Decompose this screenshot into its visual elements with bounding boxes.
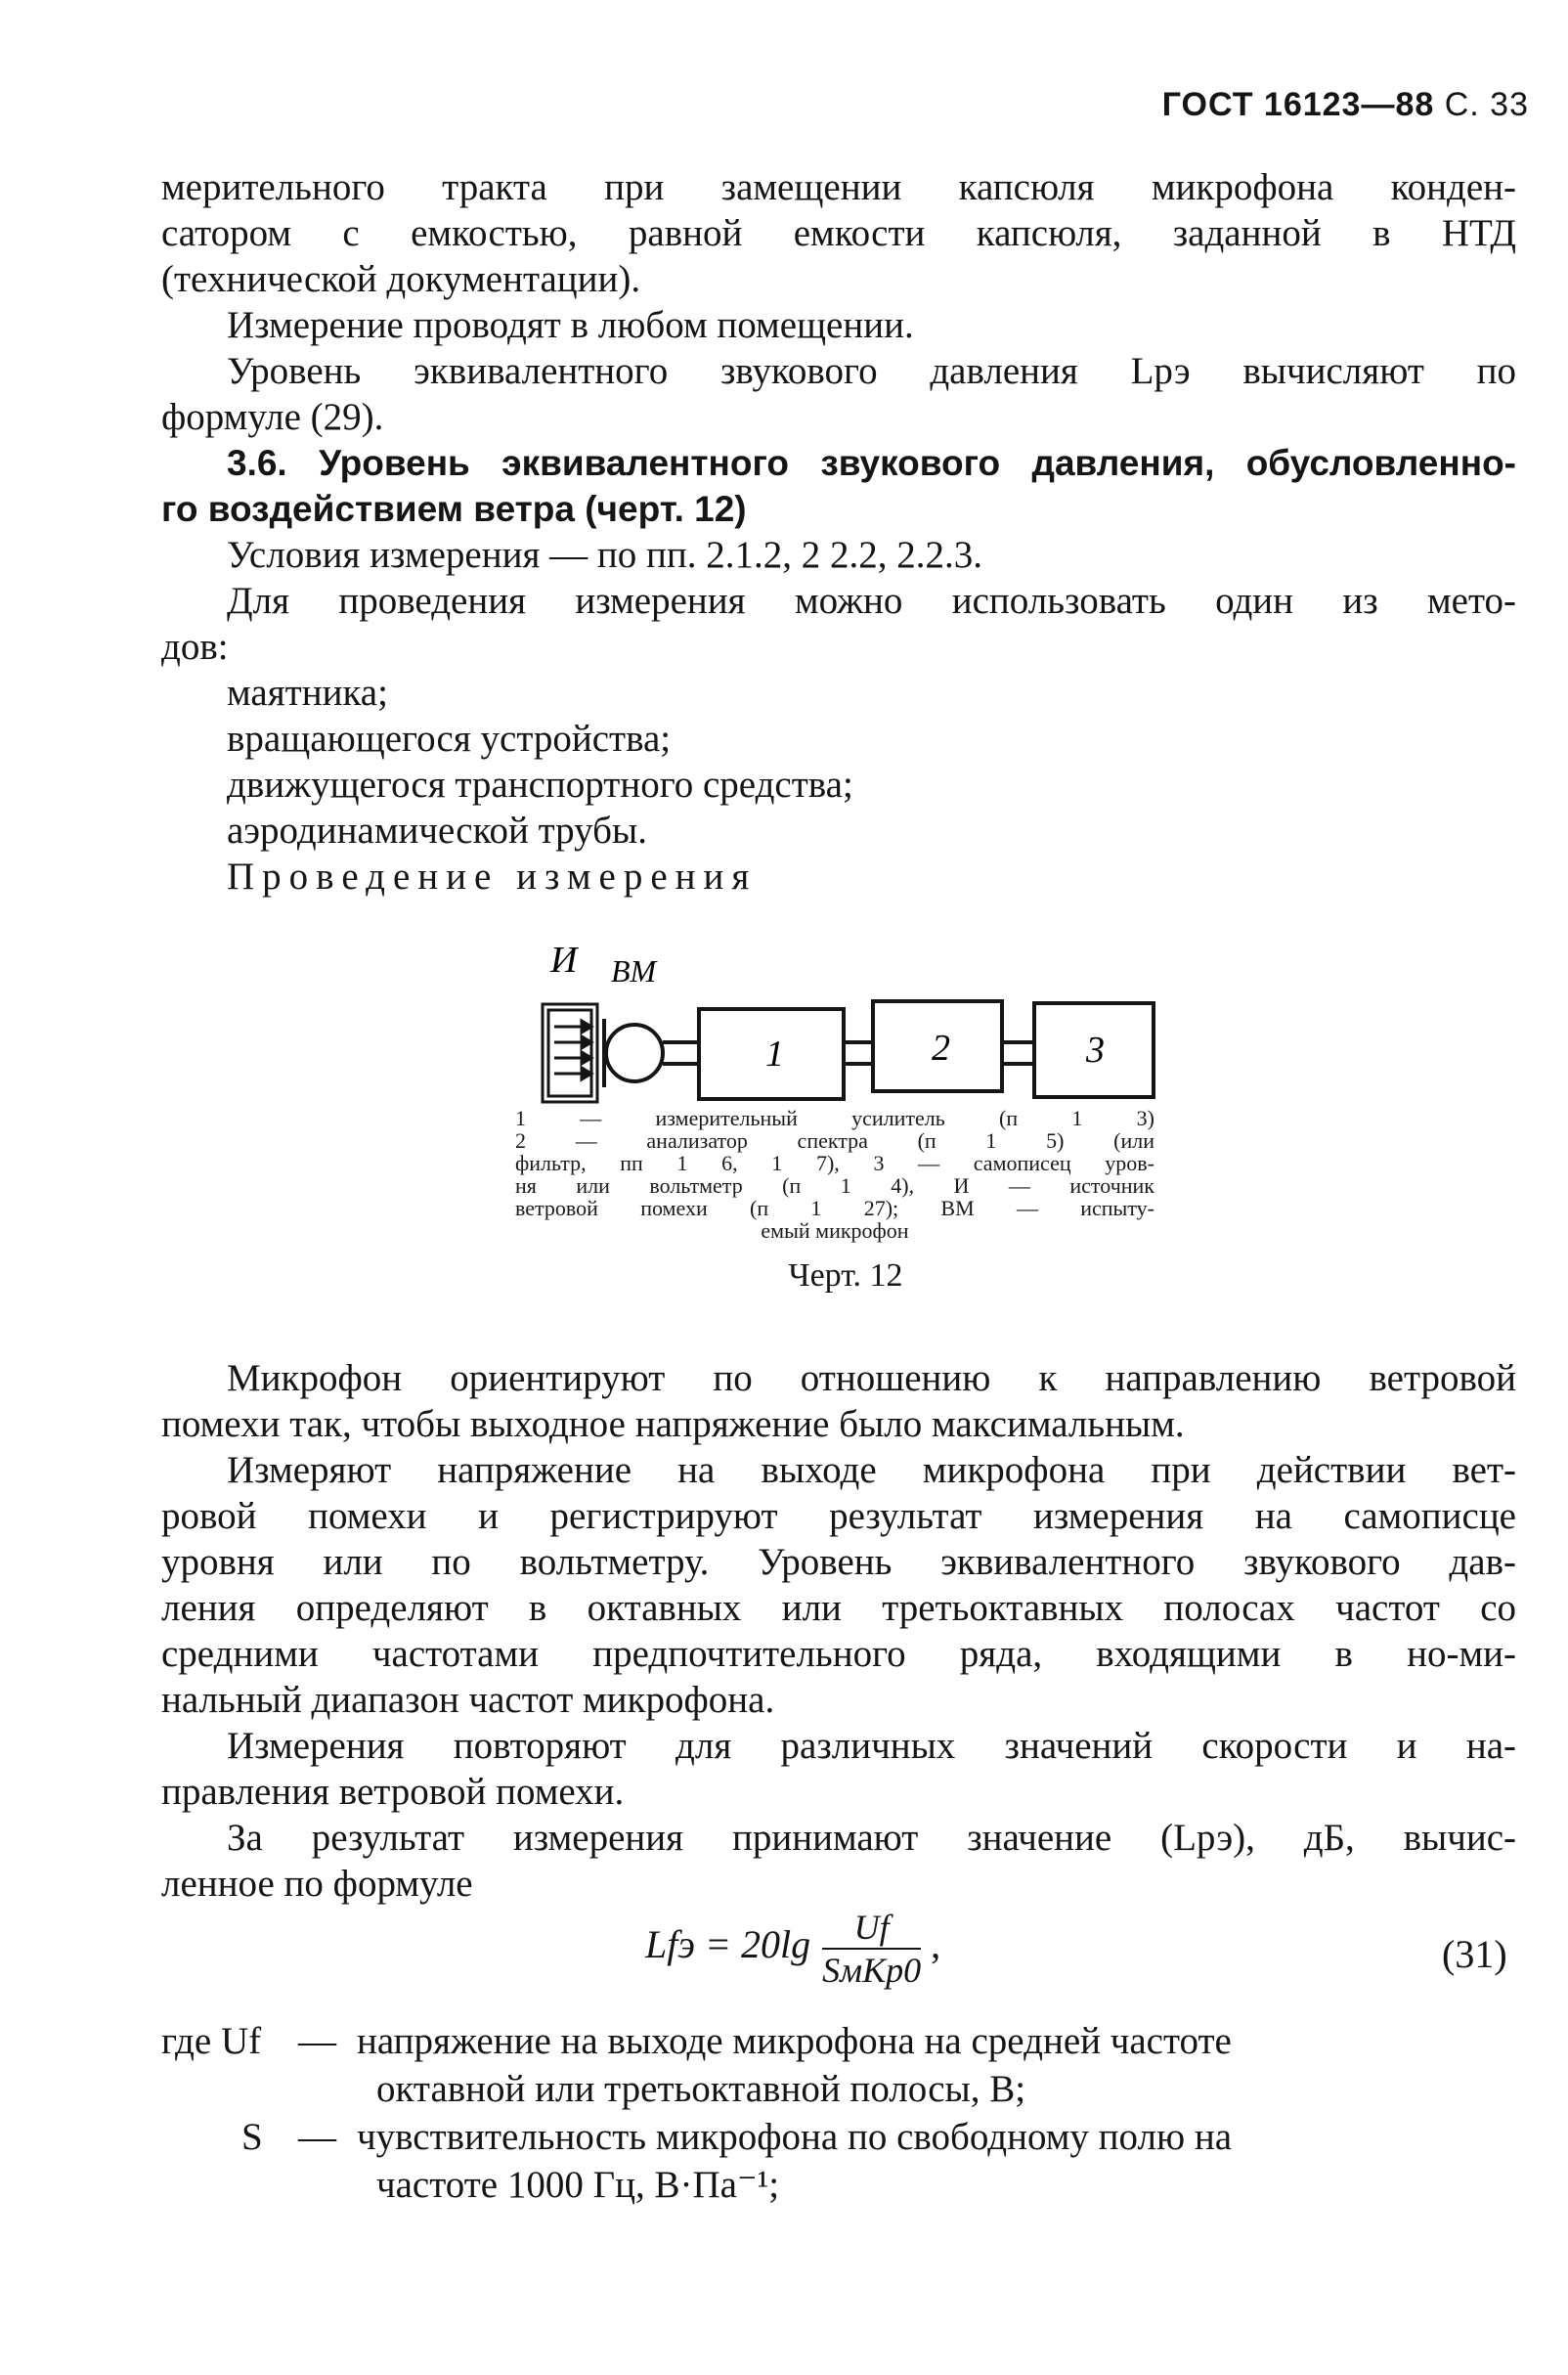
definition-row [161,2113,1520,2161]
text-line: правления ветровой помехи. [161,1771,625,1813]
figure-caption: Черт. 12 [788,1257,903,1294]
text-line: Измерение проводят в любом помещении. [227,304,914,346]
text-line: Измеряют напряжение на выходе микрофона при действии вет- [227,1449,1516,1491]
legend-line: ня или вольтметр (п 1 4), И — источник [515,1173,1154,1198]
definition-row [161,2017,1520,2065]
body-text-top [161,164,1516,900]
text-line: Микрофон ориентируют по отношению к направлению ветровой [227,1357,1516,1399]
list-item: маятника; [227,672,388,714]
text-line: формуле (29). [161,396,384,438]
list-item: вращающегося устройства; [227,718,672,760]
definition-dash: — [298,2020,336,2062]
formula-lhs: Lfэ = 20lg [645,1922,811,1967]
formula-trail: , [931,1922,941,1967]
source-label: И [550,941,578,981]
text-line: помехи так, чтобы выходное напряжение было максимальным. [161,1403,1185,1445]
definition-dash: — [298,2116,336,2158]
formula-numerator: Uf [822,1907,921,1950]
block-1-label: 1 [765,1034,784,1075]
text-line: уровня или по вольтметру. Уровень эквивалентного звукового дав- [161,1541,1516,1583]
definition-row [161,2065,1520,2113]
text-line: мерительного тракта при замещении капсюля микрофона конден- [161,166,1516,208]
wind-source-icon [543,1004,597,1102]
text-line: средними частотами предпочтительного ряда, входящими в но-ми- [161,1633,1516,1675]
text-line: ленное по формуле [161,1863,473,1905]
text-line: дов: [161,626,229,668]
block-3-label: 3 [1086,1030,1105,1071]
page-number: С. 33 [1444,86,1529,123]
section-heading: 3.6. Уровень эквивалентного звукового давления, обусловленно- [227,443,1516,483]
microphone-icon [604,1019,663,1087]
text-line: Для проведения измерения можно использовать один из мето- [227,580,1516,622]
text-line: ровой помехи и регистрируют результат измерения на самописце [161,1495,1516,1537]
legend-line: емый микрофон [761,1218,909,1243]
section-heading-cont: го воздействием ветра (черт. 12) [161,489,747,529]
list-item: аэродинамической трубы. [227,810,647,852]
legend-line: 2 — анализатор спектра (п 1 5) (или [515,1128,1154,1153]
figure-12 [503,941,1168,1295]
legend-line: 1 — измерительный усилитель (п 1 3) [515,1106,1154,1130]
standard-number: ГОСТ 16123—88 [1161,86,1435,123]
list-item: движущегося транспортного средства; [227,764,853,806]
figure-legend [515,1107,1154,1242]
legend-line: фильтр, пп 1 6, 1 7), 3 — самописец уров- [515,1151,1154,1175]
text-line: Уровень эквивалентного звукового давления Lрэ вычисляют по [227,350,1516,392]
text-line: ления определяют в октавных или третьоктавных полосах частот со [161,1587,1516,1629]
subheading-spaced: Проведение измерения [227,856,758,898]
text-line: За результат измерения принимают значение (Lрэ), дБ, вычис- [227,1817,1516,1859]
formula-fraction [822,1907,921,1991]
page-header [1162,86,1529,124]
definition-text: напряжение на выходе микрофона на средней частоте [357,2020,1232,2062]
text-line: (технической документации). [161,258,641,300]
definitions [161,2017,1520,2209]
text-line: нальный диапазон частот микрофона. [161,1679,775,1721]
legend-line: ветровой помехи (п 1 27); ВМ — испыту- [515,1196,1154,1220]
formula-31 [645,1907,940,1991]
body-text-bottom [161,1355,1516,1907]
block-2-label: 2 [932,1028,950,1069]
formula-number: (31) [1442,1932,1507,1976]
block-diagram [503,941,1168,1107]
definition-term: S [241,2116,263,2158]
definition-row [161,2161,1520,2209]
text-line: Измерения повторяют для различных значений скорости и на- [227,1725,1516,1767]
definition-text: чувствительность микрофона по свободному полю на [357,2116,1233,2158]
definition-text: октавной или третьоктавной полосы, В; [376,2068,1026,2110]
formula-denominator: SмKp0 [822,1951,922,1990]
text-line: сатором с емкостью, равной емкости капсюля, заданной в НТД [161,212,1516,254]
definition-text: частоте 1000 Гц, В·Па⁻¹; [376,2164,780,2206]
definition-term: где Uf [161,2020,262,2062]
microphone-label: ВМ [611,953,657,989]
text-line: Условия измерения — по пп. 2.1.2, 2 2.2, 2.2.3. [227,534,982,576]
signal-lines [663,1042,1034,1064]
